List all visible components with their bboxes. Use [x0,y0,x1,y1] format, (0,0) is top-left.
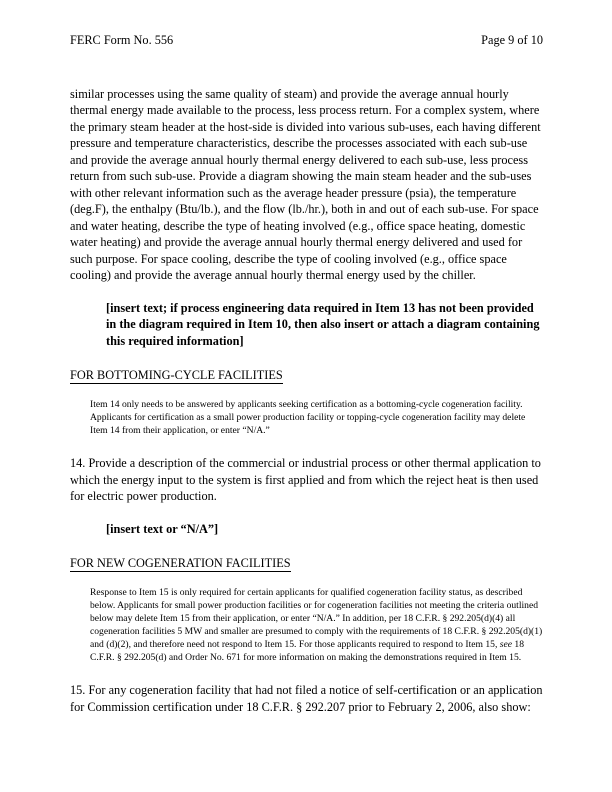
spacer [70,504,544,520]
spacer [70,572,544,586]
spacer [70,664,544,682]
page-header [70,33,543,47]
spacer [70,349,544,365]
form-title: FERC Form No. 556 [70,33,174,47]
page-number: Page 9 of 10 [481,33,543,47]
section-heading-bottoming-cycle-wrap [70,366,544,384]
spacer [70,283,544,299]
note-item-15 [90,586,544,664]
document-body [70,86,544,715]
section-heading-bottoming-cycle: FOR BOTTOMING-CYCLE FACILITIES [70,367,283,384]
spacer [70,437,544,455]
note-item-14: Item 14 only needs to be answered by applicants seeking certification as a bottoming-cycle cogeneration facility. Applicants for certification as a small power production facility or topping-cycle cogeneration facility may delete Item 14 from their application, or enter “N/A.” [90,399,526,437]
insert-instruction-item-14: [insert text or “N/A”] [106,521,219,536]
item-15-text: 15. For any cogeneration facility that had not filed a notice of self-certification or an application for Commission certification under 18 C.F.R. § 292.207 prior to February 2, 2006, also show: [70,683,543,714]
note-item-15-see-citation: see [499,639,512,651]
note-item-15-part2: 18 C.F.R. § 292.205(d) and Order No. 671 for more information on making the demonstrations required in Item 15. [90,639,524,664]
section-heading-new-cogeneration: FOR NEW COGENERATION FACILITIES [70,555,291,572]
section-heading-new-cogeneration-wrap [70,554,544,572]
note-item-15-part1: Response to Item 15 is only required for certain applicants for qualified cogeneration facility status, as described below. Applicants for small power production facilities or for cogeneration facilities not meeting the criteria outlined below may delete Item 15 from their application, or enter “N/A.” In addition, per 18 C.F.R. § 292.205(d)(4) all cogeneration facilities 5 MW and smaller are presumed to comply with the requirements of 18 C.F.R. § 292.205(d)(1) and (d)(2), and therefore need not respond to Item 15. For those applicants required to respond to Item 15, [90,587,543,651]
paragraph-continuation: similar processes using the same quality of steam) and provide the average annual hourly thermal energy made available to the process, less process return. For a complex system, where the primary steam header at the host-side is divided into various sub-uses, each having different pressure and temperature characteristics, describe the processes associated with each sub-use and provide the average annual hourly thermal energy delivered to each sub-use, less process return from such sub-use. Provide a diagram showing the main steam header and the sub-uses with other relevant information such as the average header pressure (psia), the temperature (deg.F), the enthalpy (Btu/lb.), and the flow (lb./hr.), both in and out of each sub-use. For space and water heating, describe the type of heating involved (e.g., office space heating, domestic water heating) and provide the average annual hourly thermal energy delivered and used for such purpose. For space cooling, describe the type of cooling involved (e.g., office space cooling) and provide the average annual hourly thermal energy used by the chiller. [70,87,541,282]
item-14-text: 14. Provide a description of the commercial or industrial process or other thermal application to which the energy input to the system is first applied and from which the reject heat is then used for electric power production. [70,456,541,504]
insert-instruction-item-13: [insert text; if process engineering data required in Item 13 has not been provided in the diagram required in Item 10, then also insert or attach a diagram containing this required information] [106,300,540,348]
spacer [70,384,544,398]
spacer [70,537,544,553]
